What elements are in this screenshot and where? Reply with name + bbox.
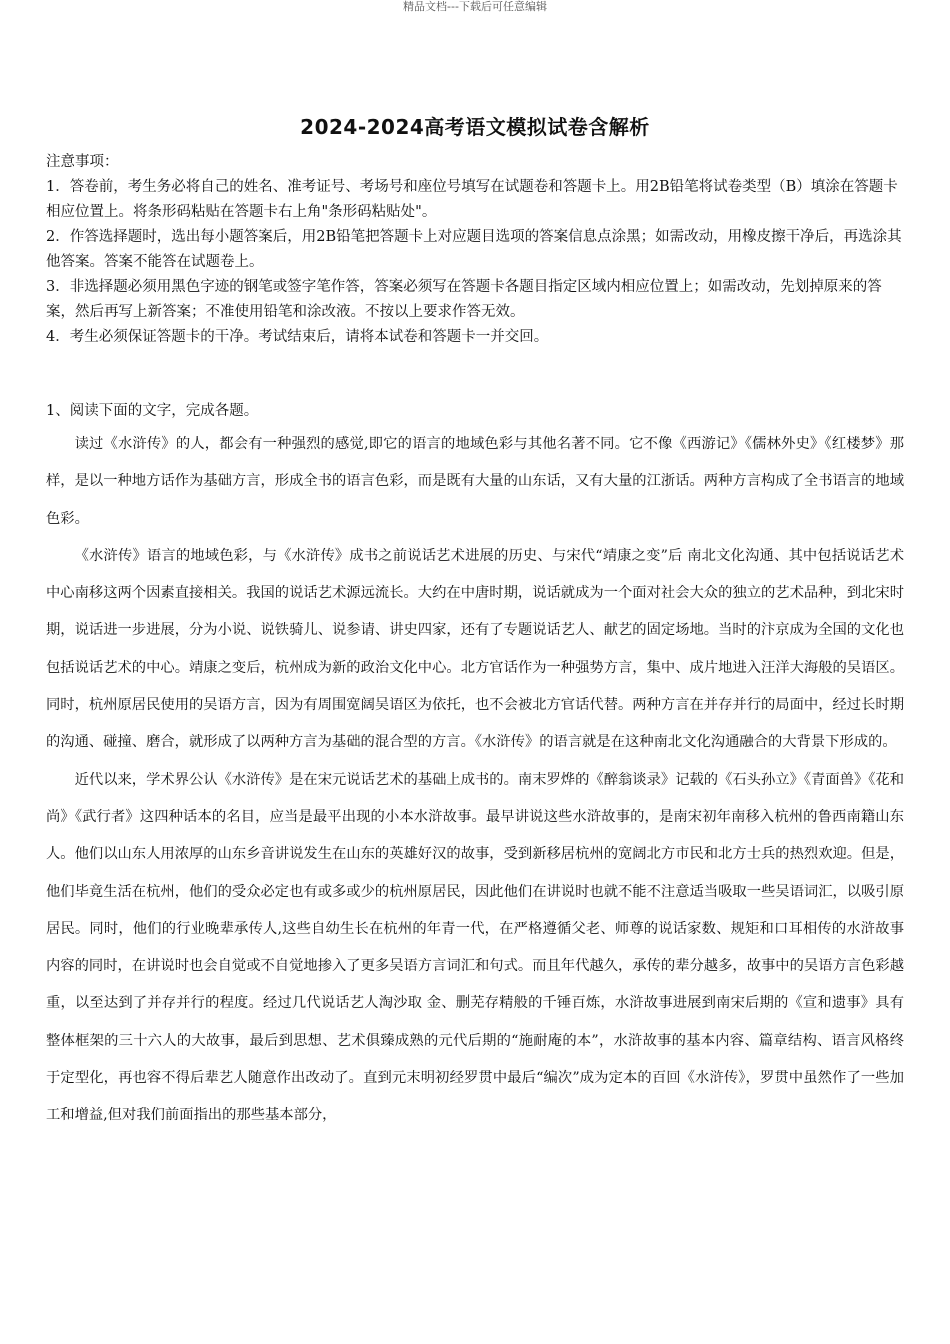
passage-paragraph: 读过《水浒传》的人，都会有一种强烈的感觉,即它的语言的地域色彩与其他名著不同。它不像《西游记》《儒林外史》《红楼梦》那样，是以一种地方话作为基础方言，形成全书的语言色彩，而是既有大量的山东话，又有大量的江浙话。两种方言构成了全书语言的地域色彩。 xyxy=(46,436,904,527)
notice-item: 3．非选择题必须用黑色字迹的钢笔或签字笔作答，答案必须写在答题卡各题目指定区域内相应位置上；如需改动，先划掉原来的答案，然后再写上新答案；不准使用铅笔和涂改液。不按以上要求作答无效。 xyxy=(46,279,882,320)
page-title: 2024-2024高考语文模拟试卷含解析 xyxy=(300,115,650,139)
passage-paragraph: 近代以来，学术界公认《水浒传》是在宋元说话艺术的基础上成书的。南末罗烨的《醉翁谈录》记载的《石头孙立》《青面兽》《花和尚》《武行者》这四种话本的名目，应当是最平出现的小本水浒故事。最早讲说这些水浒故事的，是南宋初年南移入杭州的鲁西南籍山东人。他们以山东人用浓厚的山东乡音讲说发生在山东的英雄好汉的故事，受到新移居杭州的宽阔北方市民和北方士兵的热烈欢迎。但是，他们毕竟生活在杭州，他们的受众必定也有或多或少的杭州原居民，因此他们在讲说时也就不能不注意适当吸取一些吴语词汇，以吸引原居民。同时，他们的行业晚辈承传人,这些自幼生长在杭州的年青一代，在严格遵循父老、师尊的说话家数、规矩和口耳相传的水浒故事内容的同时，在讲说时也会自觉或不自觉地掺入了更多吴语方言词汇和句式。而且年代越久，承传的辈分越多，故事中的吴语方言色彩越重，以至达到了并存并行的程度。经过几代说话艺人淘沙取 金、删芜存精般的千锤百炼，水浒故事进展到南宋后期的《宣和遗事》具有整体框架的三十六人的大故事，最后到思想、艺术俱臻成熟的元代后期的“施耐庵的本”，水浒故事的基本内容、篇章结构、语言风格终于定型化，再也容不得后辈艺人随意作出改动了。直到元末明初经罗贯中最后“编次”成为定本的百回《水浒传》，罗贯中虽然作了一些加工和增益,但对我们前面指出的那些基本部分， xyxy=(46,771,904,1124)
notice-item: 4．考生必须保证答题卡的干净。考试结束后，请将本试卷和答题卡一并交回。 xyxy=(46,329,549,345)
page-header-note: 精品文档---下载后可任意编辑 xyxy=(403,0,547,13)
notice-item: 1．答卷前，考生务必将自己的姓名、准考证号、考场号和座位号填写在试题卷和答题卡上。用2B铅笔将试卷类型（B）填涂在答题卡相应位置上。将条形码粘贴在答题卡右上角"条形码粘贴处"。 xyxy=(46,179,898,220)
notice-title: 注意事项： xyxy=(46,154,119,170)
question-intro: 1、阅读下面的文字，完成各题。 xyxy=(46,403,259,419)
passage-paragraph: 《水浒传》语言的地域色彩，与《水浒传》成书之前说话艺术进展的历史、与宋代“靖康之变”后 南北文化沟通、其中包括说话艺术中心南移这两个因素直接相关。我国的说话艺术源远流长。大约在中唐时期，说话就成为一个面对社会大众的独立的艺术品种，到北宋时期，说话进一步进展，分为小说、说铁骑儿、说参请、讲史四家，还有了专题说话艺人、献艺的固定场地。当时的汴京成为全国的文化也包括说话艺术的中心。靖康之变后，杭州成为新的政治文化中心。北方官话作为一种强势方言，集中、成片地进入汪洋大海般的吴语区。同时，杭州原居民使用的吴语方言，因为有周围宽阔吴语区为依托，也不会被北方官话代替。两种方言在并存并行的局面中，经过长时期的沟通、碰撞、磨合，就形成了以两种方言为基础的混合型的方言。《水浒传》的语言就是在这种南北文化沟通融合的大背景下形成的。 xyxy=(46,547,904,751)
reading-passage xyxy=(46,426,904,1135)
notice-item: 2．作答选择题时，选出每小题答案后，用2B铅笔把答题卡上对应题目选项的答案信息点涂黑；如需改动，用橡皮擦干净后，再选涂其他答案。答案不能答在试题卷上。 xyxy=(46,229,902,270)
notice-section xyxy=(46,150,906,350)
